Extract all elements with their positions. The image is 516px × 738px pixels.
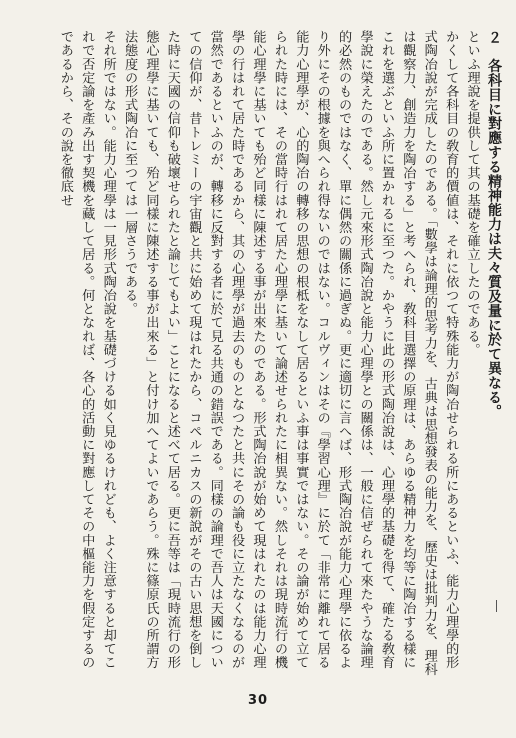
paragraph-2: かくして各科目の敎育的價値は、それに依つて特殊能力が陶冶せられる所にあるといふ、能力心理學的形式陶冶說が完成したのである。「數學は論理的思考力を、古典は思想發表の能力を、歷史は批判力を、理科は觀察力、創造力を陶冶する」と考へられ、敎科目選擇の原理は、あらゆる精神力を均等に陶冶する樣にこれを選ぶといふ所に置かれるに至つた。かやうに此の形式陶冶說は、心理學的基礎を得て、確たる敎育學說に榮えたのである。然し元來形式陶冶說と能力心理學との關係は、一般に信ぜられて來たやうな論理的必然のものではなく、單に偶然の關係に過ぎぬ。更に適切に言へば、形式陶冶說が能力心理學に依るより外にその根據を與へられ得ないのではない。コルヴィンはその『學習心理』に於て「非常に離れて居る能力心理學が、心的陶冶の轉移の思想の根柢をなして居るといふ事は事實ではない。その論が始めて立てられた時には、その當時行はれて居た心理學に基いて論述せられたに相異ない。然しそれは現時流行の機能心理學に基いても殆ど同樣に陳述する事が出來たのである。形式陶冶說が始めて現はれたのは能力心理學の行はれて居た時であるから、其の心理學が過去のものとなつたと共にその論も役に立たなくなるのが當然であるといふのが、轉移に反對する者に於て見る共通の錯誤である。同樣の論理で吾人は天國についての信仰が、昔トレミーの宇宙觀と共に始めて現はれたから、コペルニカスの新說がその古い思想を倒した時に天國の信仰も破壞せられたと論じてもよい」ことになると述べて居る。更に吾等は「現時流行の形態心理學に基いても、殆ど同樣に陳述する事が出來る」と付け加へてよいであらう。殊に篠原氏の所謂方法態度の形式陶冶に至つては一層さうである。 (122, 30, 459, 677)
section-heading: ２ 各科目に對應する精神能力は夫々質及量に於て異なる。 (486, 30, 502, 419)
page-number: 30 (247, 693, 269, 708)
margin-mark (496, 600, 497, 612)
page-body (12, 30, 504, 680)
paragraph-3: それ所ではない。能力心理學は一見形式陶冶說を基礎づける如く見ゆるけれども、よく注意すると却てこれで否定論を產み出す契機を藏して居る。何となれば、各心的活動に對應してその中樞能力を假定するのであるから、その說を徹底せ (57, 30, 116, 670)
paragraph-1: といふ理說を提供して其の基礎を確立したのである。 (464, 30, 480, 357)
vertical-text-block (12, 30, 504, 680)
